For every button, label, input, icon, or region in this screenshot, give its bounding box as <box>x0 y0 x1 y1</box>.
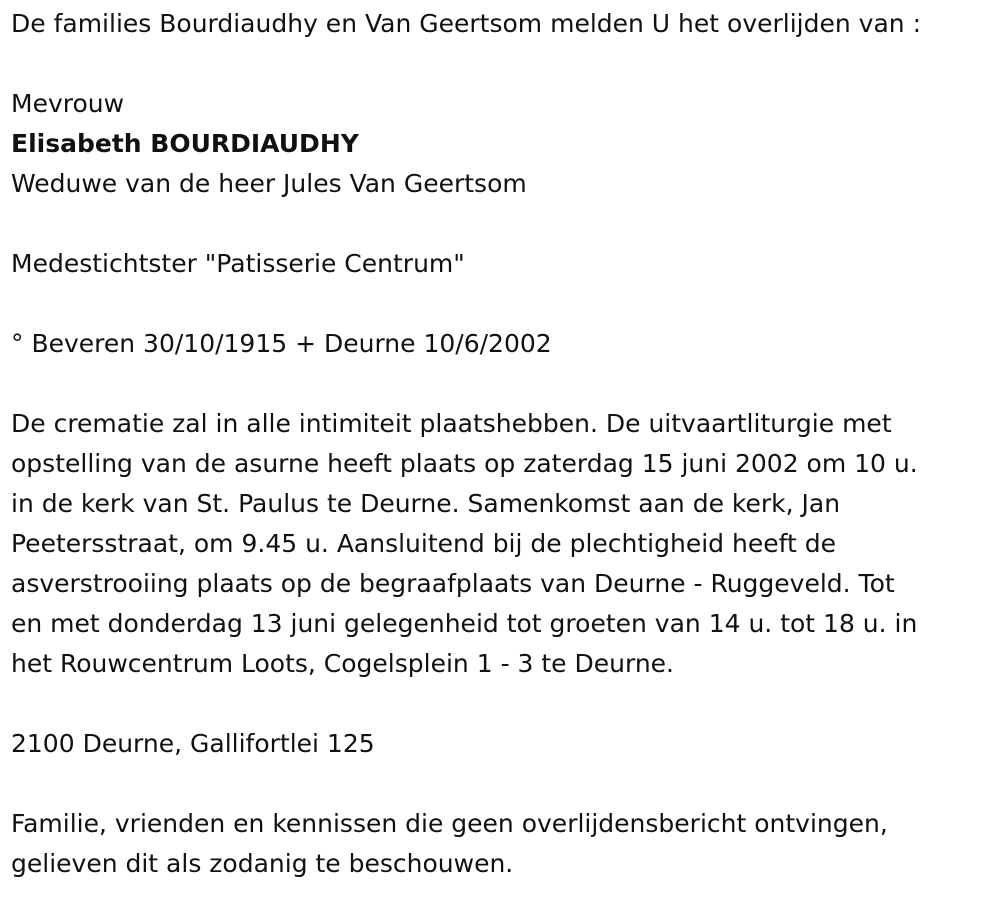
closing-line: Familie, vrienden en kennissen die geen overlijdensbericht ontvingen, <box>11 809 888 838</box>
cofounder-text: Medestichtster "Patisserie Centrum" <box>11 249 465 278</box>
address-text: 2100 Deurne, Gallifortlei 125 <box>11 729 375 758</box>
spacer <box>11 684 986 724</box>
ceremony-line: Peetersstraat, om 9.45 u. Aansluitend bij de plechtigheid heeft de <box>11 529 836 558</box>
intro-text: De families Bourdiaudhy en Van Geertsom melden U het overlijden van : <box>11 9 921 38</box>
spacer <box>11 204 986 244</box>
birth-death-text: ° Beveren 30/10/1915 + Deurne 10/6/2002 <box>11 329 552 358</box>
ceremony-line: De crematie zal in alle intimiteit plaatshebben. De uitvaartliturgie met <box>11 409 892 438</box>
widow-of-text: Weduwe van de heer Jules Van Geertsom <box>11 169 527 198</box>
ceremony-line: en met donderdag 13 juni gelegenheid tot groeten van 14 u. tot 18 u. in <box>11 609 918 638</box>
spacer <box>11 764 986 804</box>
spacer <box>11 284 986 324</box>
deceased-name: Elisabeth BOURDIAUDHY <box>11 129 359 158</box>
ceremony-paragraph <box>11 404 986 684</box>
ceremony-line: in de kerk van St. Paulus te Deurne. Samenkomst aan de kerk, Jan <box>11 489 841 518</box>
spacer <box>11 44 986 84</box>
spacer <box>11 364 986 404</box>
ceremony-line: asverstrooiing plaats op de begraafplaats van Deurne - Ruggeveld. Tot <box>11 569 895 598</box>
closing-paragraph <box>11 804 986 884</box>
ceremony-line: opstelling van de asurne heeft plaats op zaterdag 15 juni 2002 om 10 u. <box>11 449 918 478</box>
ceremony-line: het Rouwcentrum Loots, Cogelsplein 1 - 3 te Deurne. <box>11 649 675 678</box>
closing-line: gelieven dit als zodanig te beschouwen. <box>11 849 514 878</box>
obituary-notice <box>11 4 986 884</box>
salutation: Mevrouw <box>11 89 125 118</box>
